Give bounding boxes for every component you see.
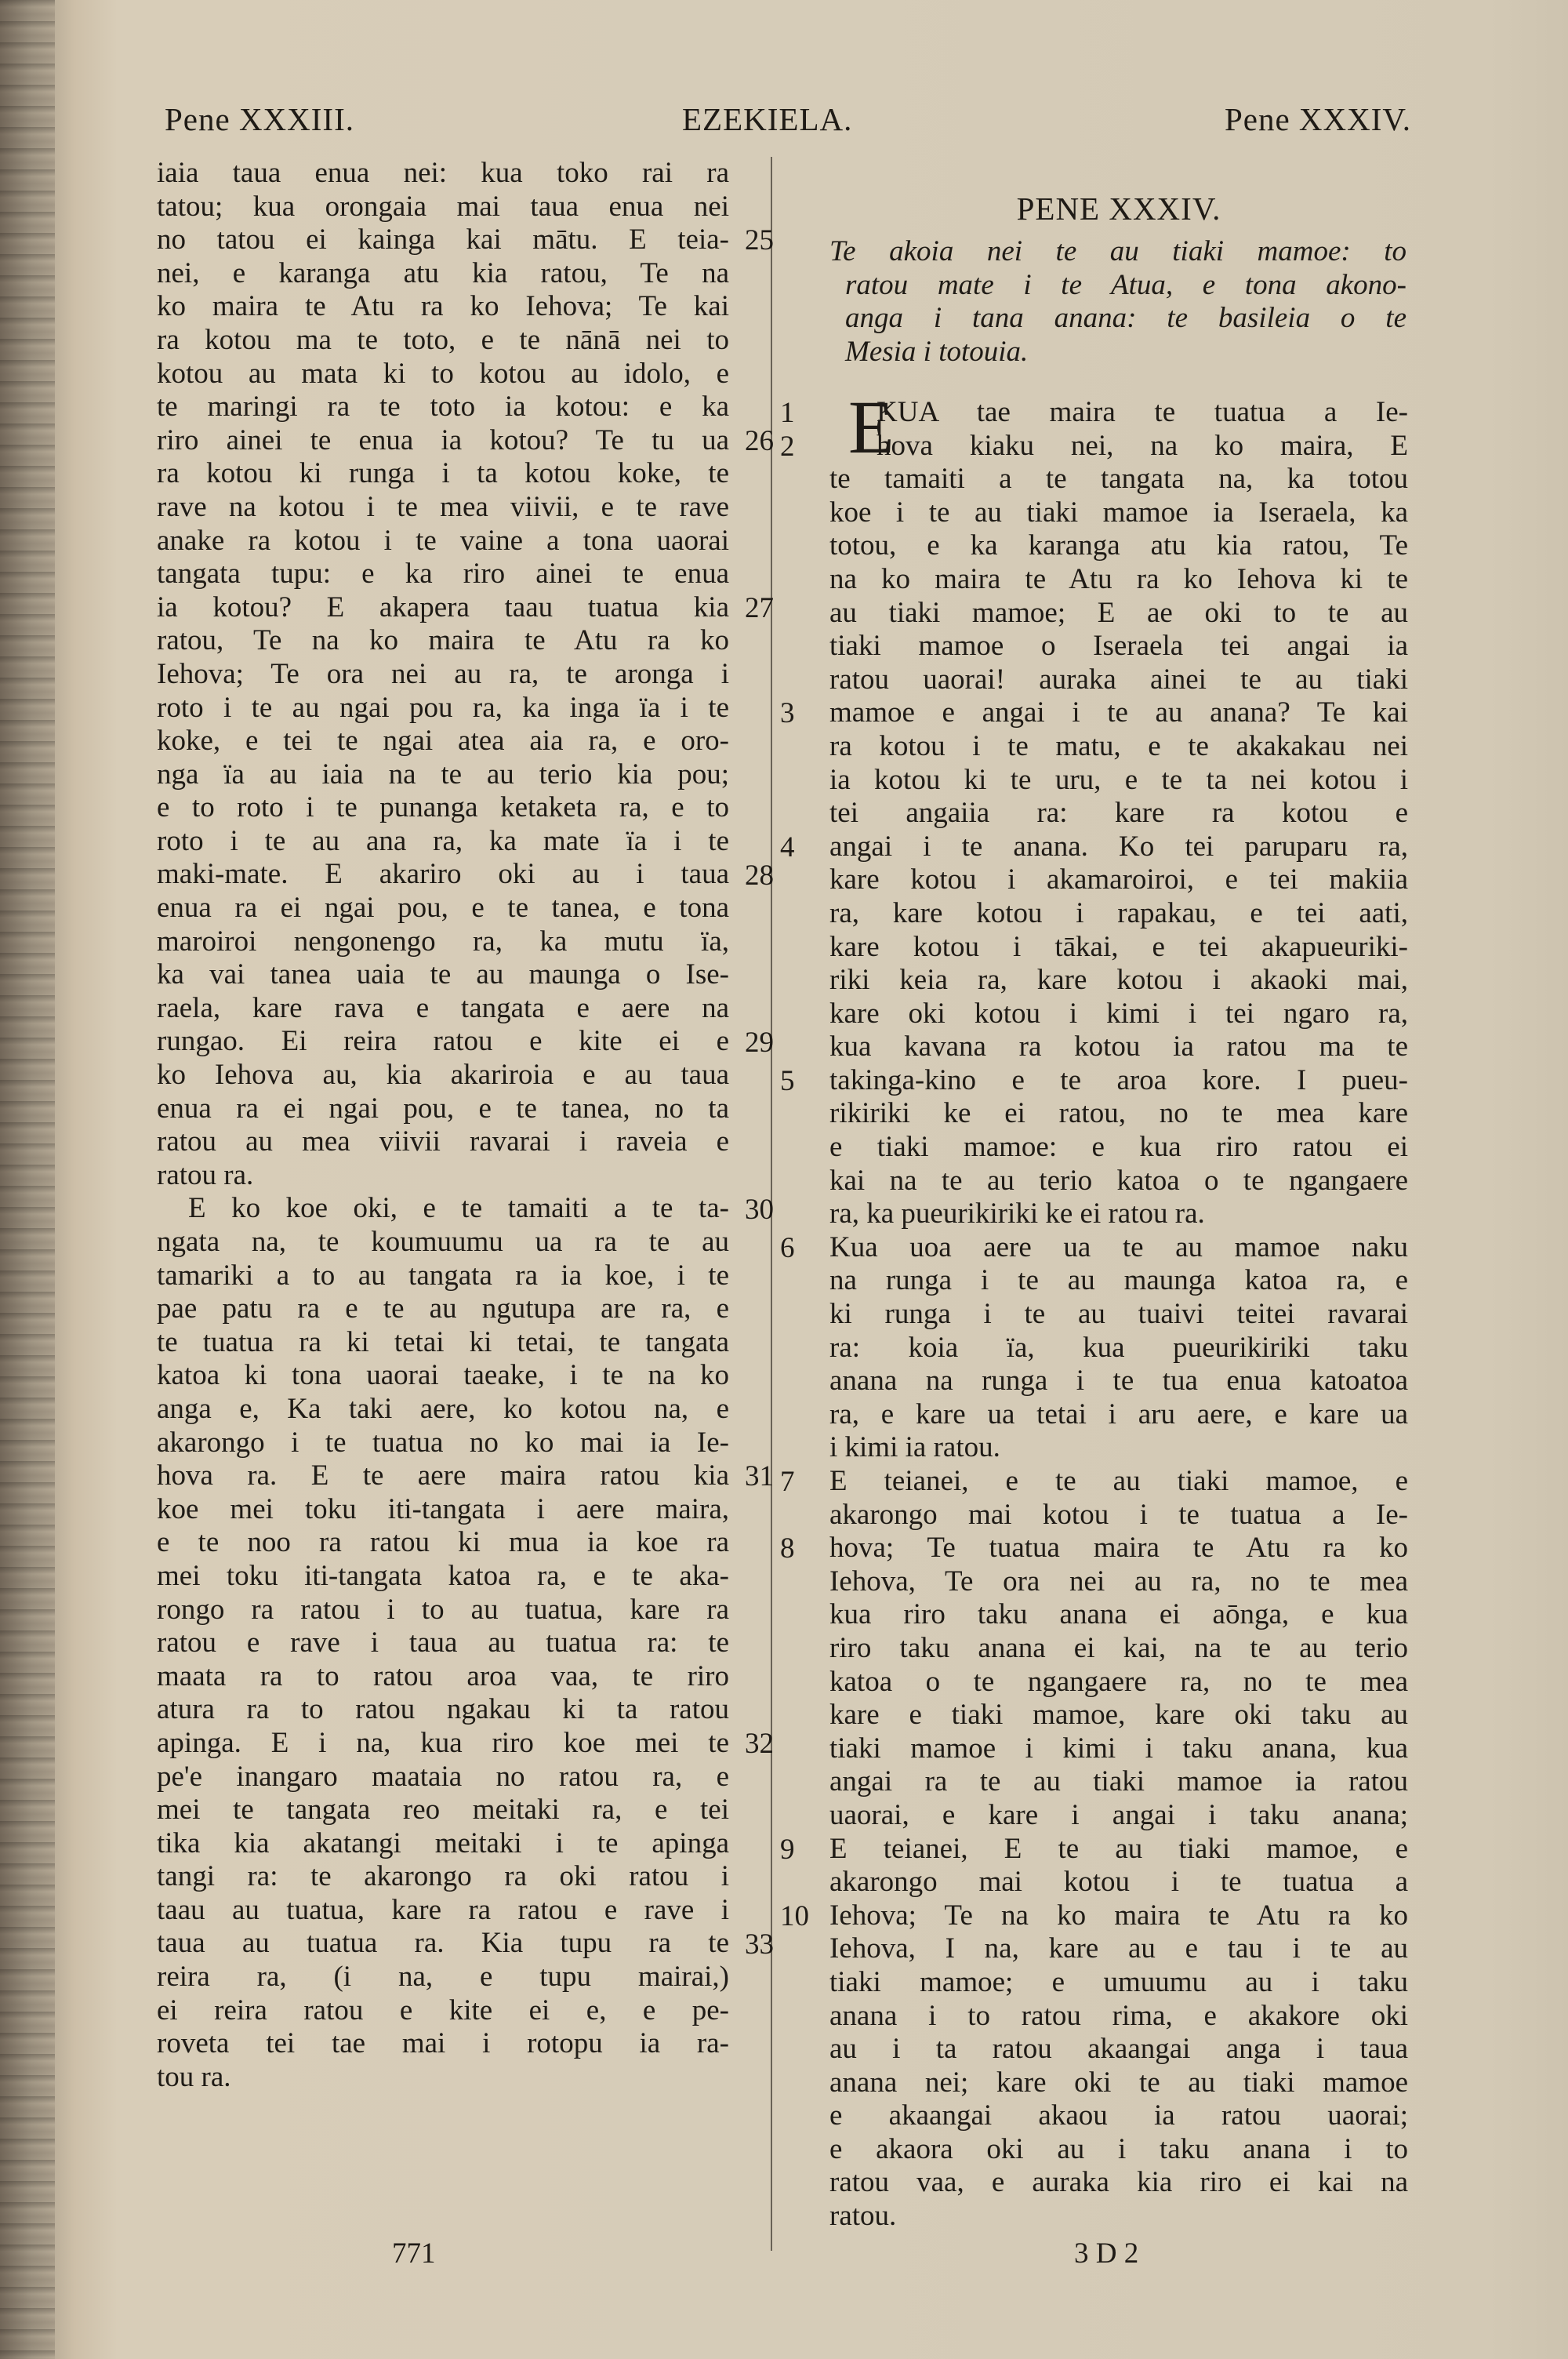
verse-number: 28 <box>745 859 774 892</box>
right-column-line: akarongo mai kotou i te tuatua a <box>829 1866 1408 1899</box>
right-column-line: E teianei, e te au tiaki mamoe, e <box>829 1465 1408 1497</box>
right-column-line: na ko maira te Atu ra ko Iehova ki te <box>829 562 1408 595</box>
right-column-line: tei angaiia ra: kare ra kotou e <box>829 797 1408 830</box>
left-column-line: koke, e tei te ngai atea aia ra, e oro- <box>157 725 729 758</box>
right-column-line: Iehova, I na, kare au e tau i te au <box>829 1932 1408 1965</box>
right-column-line: au i ta ratou akaangai anga i taua <box>829 2033 1408 2066</box>
right-column-line: ra, kare kotou i rapakau, e tei aati, <box>829 896 1408 929</box>
running-head <box>165 100 1411 147</box>
left-column-line: no tatou ei kainga kai mātu. E teia- <box>157 224 729 256</box>
left-column-line: tika kia akatangi meitaki i te apinga <box>157 1826 729 1859</box>
right-column-line: koe i te au tiaki mamoe ia Iseraela, ka <box>829 496 1408 529</box>
left-column-line: tou ra. <box>157 2060 231 2093</box>
left-column-line: roto i te au ana ra, ka mate ïa i te <box>157 824 729 857</box>
right-column-line: kai na te au terio katoa o te ngangaere <box>829 1164 1408 1197</box>
left-column-line: e te noo ra ratou ki mua ia koe ra <box>157 1526 729 1559</box>
right-column-line: riki keia ra, kare kotou i akaoki mai, <box>829 964 1408 997</box>
left-column-line: pae patu ra e te au ngutupa are ra, e <box>157 1292 729 1325</box>
left-column-line: ratou e rave i taua au tuatua ra: te <box>157 1627 729 1659</box>
left-column-line: ia kotou? E akapera taau tuatua kia <box>157 591 729 623</box>
verse-number: 9 <box>780 1833 795 1866</box>
right-column-line: tiaki mamoe i kimi i taku anana, kua <box>829 1732 1408 1765</box>
right-column-line: akarongo mai kotou i te tuatua a Ie- <box>829 1498 1408 1531</box>
left-column-line: atura ra to ratou ngakau ki ta ratou <box>157 1693 729 1726</box>
left-column-line: enua ra ei ngai pou, e te tanea, no ta <box>157 1092 729 1125</box>
right-column-line: E teianei, E te au tiaki mamoe, e <box>829 1832 1408 1865</box>
chapter-heading: PENE XXXIV. <box>1016 191 1221 227</box>
right-column-line: kare e tiaki mamoe, kare oki taku au <box>829 1699 1408 1732</box>
verse-number: 27 <box>745 591 774 624</box>
right-column-line: kare kotou i tākai, e tei akapueuriki- <box>829 930 1408 963</box>
left-column-line: e to roto i te punanga ketaketa ra, e to <box>157 791 729 824</box>
left-column-line: ko maira te Atu ra ko Iehova; Te kai <box>157 290 729 323</box>
left-column-line: iaia taua enua nei: kua toko rai ra <box>157 157 729 189</box>
left-column-line: rungao. Ei reira ratou e kite ei e <box>157 1025 729 1058</box>
right-column-line: ra: koia ïa, kua pueurikiriki taku <box>829 1331 1408 1364</box>
left-column-line: roveta tei tae mai i rotopu ia ra- <box>157 2027 729 2060</box>
left-column-line: ka vai tanea uaia te au maunga o Ise- <box>157 958 729 991</box>
right-column-line: kare kotou i akamaroiroi, e tei makiia <box>829 863 1408 896</box>
right-column-line: kua riro taku anana ei aōnga, e kua <box>829 1598 1408 1631</box>
left-column-line: tangi ra: te akarongo ra oki ratou i <box>157 1860 729 1893</box>
right-column-line: ra, e kare ua tetai i aru aere, e kare ua <box>829 1398 1408 1430</box>
left-column-line: maata ra to ratou aroa vaa, te riro <box>157 1659 729 1692</box>
verse-number: 30 <box>745 1193 774 1226</box>
verse-number: 6 <box>780 1232 795 1264</box>
left-column-line: anga e, Ka taki aere, ko kotou na, e <box>157 1392 729 1425</box>
left-column-line: nei, e karanga atu kia ratou, Te na <box>157 256 729 289</box>
right-column-line: ratou. <box>829 2200 897 2233</box>
summary-line: ratou mate i te Atua, e tona akono- <box>845 268 1406 301</box>
left-column-line: roto i te au ngai pou ra, ka inga ïa i te <box>157 691 729 724</box>
right-column-line: Iehova, Te ora nei au ra, no te mea <box>829 1565 1408 1598</box>
right-column-line: e akaangai akaou ia ratou uaorai; <box>829 2099 1408 2132</box>
right-column-line: ki runga i te au tuaivi teitei ravarai <box>829 1298 1408 1331</box>
right-column-line: ratou uaorai! auraka ainei te au tiaki <box>829 663 1408 696</box>
summary-line: Mesia i totouia. <box>845 335 1029 368</box>
left-column-line: ratou, Te na ko maira te Atu ra ko <box>157 624 729 657</box>
right-column-line: te tamaiti a te tangata na, ka totou <box>829 463 1408 496</box>
verse-number: 8 <box>780 1532 795 1565</box>
verse-number: 5 <box>780 1065 795 1097</box>
left-column-line: akarongo i te tuatua no ko mai ia Ie- <box>157 1426 729 1459</box>
drop-cap: E <box>848 385 895 469</box>
running-head-book-title: EZEKIELA. <box>682 101 853 137</box>
left-column-line: koe mei toku iti-tangata i aere maira, <box>157 1492 729 1525</box>
right-column-line: hova; Te tuatua maira te Atu ra ko <box>829 1532 1408 1565</box>
right-column-line: Kua uoa aere ua te au mamoe naku <box>829 1230 1408 1263</box>
left-column-line: ratou ra. <box>157 1158 254 1191</box>
left-column-line: maroiroi nengonengo ra, ka mutu ïa, <box>157 925 729 958</box>
verse-number: 26 <box>745 424 774 457</box>
right-column-line: totou, e ka karanga atu kia ratou, Te <box>829 529 1408 562</box>
left-column-line: tatou; kua orongaia mai taua enua nei <box>157 190 729 223</box>
left-column-line: taua au tuatua ra. Kia tupu ra te <box>157 1927 729 1960</box>
right-column-line: katoa o te ngangaere ra, no te mea <box>829 1665 1408 1698</box>
left-column-line: ei reira ratou e kite ei e, e pe- <box>157 1994 729 2026</box>
left-column-line: katoa ki tona uaorai taeake, i te na ko <box>157 1359 729 1392</box>
verse-number: 32 <box>745 1728 774 1761</box>
right-column-line: Iehova; Te na ko maira te Atu ra ko <box>829 1899 1408 1932</box>
left-column-line: enua ra ei ngai pou, e te tanea, e tona <box>157 892 729 925</box>
right-column-line: mamoe e angai i te au anana? Te kai <box>829 696 1408 729</box>
left-column-line: raela, kare rava e tangata e aere na <box>157 991 729 1024</box>
right-column-line: riro taku anana ei kai, na te au terio <box>829 1631 1408 1664</box>
right-column-line: i kimi ia ratou. <box>829 1431 1000 1464</box>
right-column-line: ratou vaa, e auraka kia riro ei kai na <box>829 2166 1408 2199</box>
right-column-line: na runga i te au maunga katoa ra, e <box>829 1264 1408 1297</box>
left-column-line: apinga. E i na, kua riro koe mei te <box>157 1726 729 1759</box>
chapter-summary <box>829 235 1406 369</box>
right-column-line: angai i te anana. Ko tei paruparu ra, <box>829 830 1408 863</box>
left-column-line: ra kotou ki runga i ta kotou koke, te <box>157 457 729 490</box>
left-column-line: mei te tangata reo meitaki ra, e tei <box>157 1794 729 1826</box>
page-edge-shadow <box>0 0 55 2359</box>
left-column-text <box>157 157 729 2094</box>
page-number: 771 <box>392 2237 436 2270</box>
right-column-line: anana nei; kare oki te au tiaki mamoe <box>829 2066 1408 2099</box>
signature-mark: 3 D 2 <box>1074 2237 1139 2270</box>
right-column-line: kare oki kotou i kimi i tei ngaro ra, <box>829 997 1408 1030</box>
left-column-line: hova ra. E te aere maira ratou kia <box>157 1459 729 1492</box>
right-column-line: KUA tae maira te tuatua a Ie- <box>877 396 1408 428</box>
right-column-line: e tiaki mamoe: e kua riro ratou ei <box>829 1131 1408 1164</box>
verse-number: 7 <box>780 1466 795 1499</box>
verse-number: 1 <box>780 397 795 429</box>
left-column-line: ratou au mea viivii ravarai i raveia e <box>157 1125 729 1158</box>
right-column-line: tiaki mamoe o Iseraela tei angai ia <box>829 630 1408 663</box>
verse-number: 3 <box>780 697 795 730</box>
left-column-line: mei toku iti-tangata katoa ra, e te aka- <box>157 1559 729 1592</box>
running-head-right: Pene XXXIV. <box>1224 101 1411 137</box>
left-column-line: nga ïa au iaia na te au terio kia pou; <box>157 758 729 791</box>
right-column-text <box>829 385 1408 2234</box>
left-column-line: ko Iehova au, kia akariroia e au taua <box>157 1059 729 1092</box>
right-column-line: takinga-kino e te aroa kore. I pueu- <box>829 1063 1408 1096</box>
right-column-line: hova kiaku nei, na ko maira, E <box>877 429 1408 462</box>
right-column-line: kua kavana ra kotou ia ratou ma te <box>829 1030 1408 1063</box>
right-column-line: uaorai, e kare i angai i taku anana; <box>829 1798 1408 1831</box>
right-column-line: ra kotou i te matu, e te akakakau nei <box>829 729 1408 762</box>
verse-number: 33 <box>745 1928 774 1961</box>
left-column-line: rongo ra ratou i to au tuatua, kare ra <box>157 1593 729 1626</box>
summary-line: anga i tana anana: te basileia o te <box>845 302 1406 335</box>
running-head-left: Pene XXXIII. <box>165 101 354 137</box>
verse-number: 10 <box>780 1900 809 1932</box>
verse-number: 31 <box>745 1460 774 1493</box>
right-column-line: ia kotou ki te uru, e te ta nei kotou i <box>829 763 1408 796</box>
left-column-line: Iehova; Te ora nei au ra, te aronga i <box>157 657 729 690</box>
left-column-line: rave na kotou i te mea viivii, e te rave <box>157 490 729 523</box>
left-column-line: te tuatua ra ki tetai ki tetai, te tangata <box>157 1325 729 1358</box>
right-column-line: angai ra te au tiaki mamoe ia ratou <box>829 1765 1408 1798</box>
right-column-line: au tiaki mamoe; E ae oki to te au <box>829 596 1408 629</box>
left-column-line: maki-mate. E akariro oki au i taua <box>157 858 729 891</box>
left-column-line: tangata tupu: e ka riro ainei te enua <box>157 558 729 591</box>
verse-number: 25 <box>745 224 774 257</box>
summary-line: Te akoia nei te au tiaki mamoe: to <box>829 235 1406 267</box>
right-column-line: e akaora oki au i taku anana i to <box>829 2132 1408 2165</box>
left-column-line: anake ra kotou i te vaine a tona uaorai <box>157 524 729 557</box>
right-column-line: anana i to ratou rima, e akakore oki <box>829 1999 1408 2032</box>
left-column-line: kotou au mata ki to kotou au idolo, e <box>157 357 729 390</box>
left-column-line: pe'e inangaro maataia no ratou ra, e <box>157 1760 729 1793</box>
left-column-line: E ko koe oki, e te tamaiti a te ta- <box>188 1192 729 1225</box>
left-column-line: ra kotou ma te toto, e te nānā nei to <box>157 323 729 356</box>
verse-number: 29 <box>745 1026 774 1059</box>
left-column-line: te maringi ra te toto ia kotou: e ka <box>157 391 729 423</box>
left-column-line: riro ainei te enua ia kotou? Te tu ua <box>157 423 729 456</box>
left-column-line: ngata na, te koumuumu ua ra te au <box>157 1226 729 1258</box>
verse-number: 2 <box>780 430 795 463</box>
left-column-line: reira ra, (i na, e tupu mairai,) <box>157 1961 729 1994</box>
left-column-line: tamariki a to au tangata ra ia koe, i te <box>157 1259 729 1292</box>
verse-number: 4 <box>780 831 795 863</box>
right-column-line: ra, ka pueurikiriki ke ei ratou ra. <box>829 1198 1205 1230</box>
left-column-line: taau au tuatua, kare ra ratou e rave i <box>157 1893 729 1926</box>
right-column-line: anana na runga i te tua enua katoatoa <box>829 1365 1408 1398</box>
right-column-line: rikiriki ke ei ratou, no te mea kare <box>829 1097 1408 1130</box>
right-column-line: tiaki mamoe; e umuumu au i taku <box>829 1965 1408 1998</box>
